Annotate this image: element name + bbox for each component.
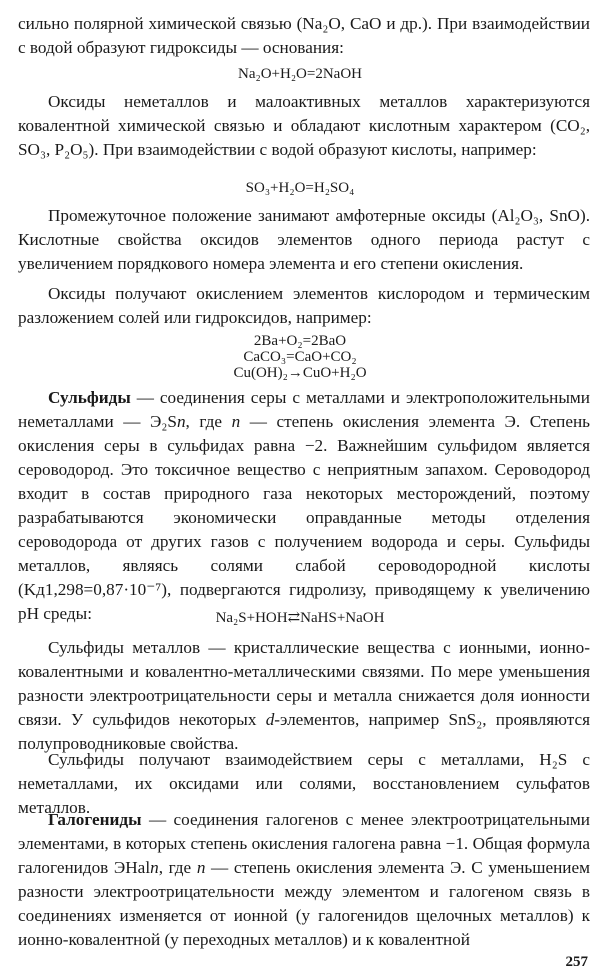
paragraph-nonmetal-oxides [18,90,590,162]
paragraph-amphoteric-oxides [18,204,590,276]
page-number: 257 [565,954,588,970]
paragraph-sulfides [18,386,590,626]
variable-n: n [150,858,159,877]
paragraph-text: Промежуточное положение занимают амфотерные оксиды (Al₂O₃, SnO). Кислотные свойства оксидов элементов одного периода растут с увеличением порядкового номера элемента и его степени окисления. [18,206,590,273]
term-sulfides: Сульфиды [48,388,131,407]
paragraph-text: — соединения серы с металлами и электроположительными неметаллами — Э₂S [18,388,590,431]
paragraph-text: Оксиды получают окислением элементов кислородом и термическим разложением солей или гидроксидов, например: [18,284,590,327]
variable-n: n [176,412,186,431]
equation-cuoh2-decomposition: Cu(OH)₂→CuO+H₂O [233,365,367,381]
equation-group-oxide-preparation [0,333,600,381]
variable-d: d [265,710,275,729]
equation-so3-water: SO₃+H₂O=H₂SO₄ [245,180,355,196]
paragraph-oxide-preparation [18,282,590,330]
paragraph-text: Оксиды неметаллов и малоактивных металлов характеризуются ковалентной химической связью и обладают кислотным характером (CO₂, SO₃, P₂O₅). При взаимодействии с водой образуют кислоты, например: [18,92,590,159]
paragraph-text: сильно полярной химической связью (Na₂O, CaO и др.). При взаимодействии с водой образуют гидроксиды — основания: [18,14,590,57]
paragraph-metal-sulfides [18,636,590,756]
paragraph-text: — степень окисления элемента Э. С уменьшением разности электроотрицательности между элементом и галогеном связь в соединениях изменяется от ионной (у галогенидов щелочных металлов) к ионно-ковалентной (у переходных металлов) и к ковалентной [18,858,590,949]
paragraph-text: , где [158,858,197,877]
paragraph-text: — степень окисления элемента Э. Степень окисления серы в сульфидах равна −2. Важнейшим сульфидом является сероводород. Это токсичное вещество с неприятным запахом. Сероводород входит в состав природного газа некоторых месторождений, поэтому разрабатываются экономически оправданные методы отделения сероводорода от других газов с получением водорода и серы. Сульфиды металлов, являясь солями слабой сероводородной кислоты (Kд1,298=0,87·10⁻⁷), подвергаются гидролизу, приводящему к увеличению pH среды: [18,412,590,623]
equation-na2s-hydrolysis: Na₂S+HOH⇄NaHS+NaOH [215,610,385,626]
paragraph-text: , где [185,412,232,431]
paragraph-text: Сульфиды металлов — кристаллические вещества с ионными, ионно-ковалентными и ковалентно-металлическими связями. По мере уменьшения разности электроотрицательности серы и металла снижается доля ионности связи. У сульфидов некоторых [18,638,590,729]
variable-n: n [231,412,241,431]
equation-ba-oxygen: 2Ba+O₂=2BaO [253,333,347,349]
equation-caco3-decomposition: CaCO₃=CaO+CO₂ [243,349,357,365]
equation-na2o-water: Na₂O+H₂O=2NaOH [237,66,363,82]
term-halides: Галогениды [48,810,142,829]
variable-n: n [196,858,206,877]
paragraph-oxides-basic-end [18,12,590,60]
paragraph-text: — соединения галогенов с менее электроотрицательными элементами, в которых степень окисления галогена равна −1. Общая формула галогенидов ЭHal [18,810,590,877]
paragraph-text: Сульфиды получают взаимодействием серы с металлами, H₂S с неметаллами, их оксидами или солями, восстановлением сульфатов металлов. [18,750,590,817]
paragraph-text: -элементов, например SnS₂, проявляются полупроводниковые свойства. [18,710,590,753]
paragraph-halides [18,808,590,952]
